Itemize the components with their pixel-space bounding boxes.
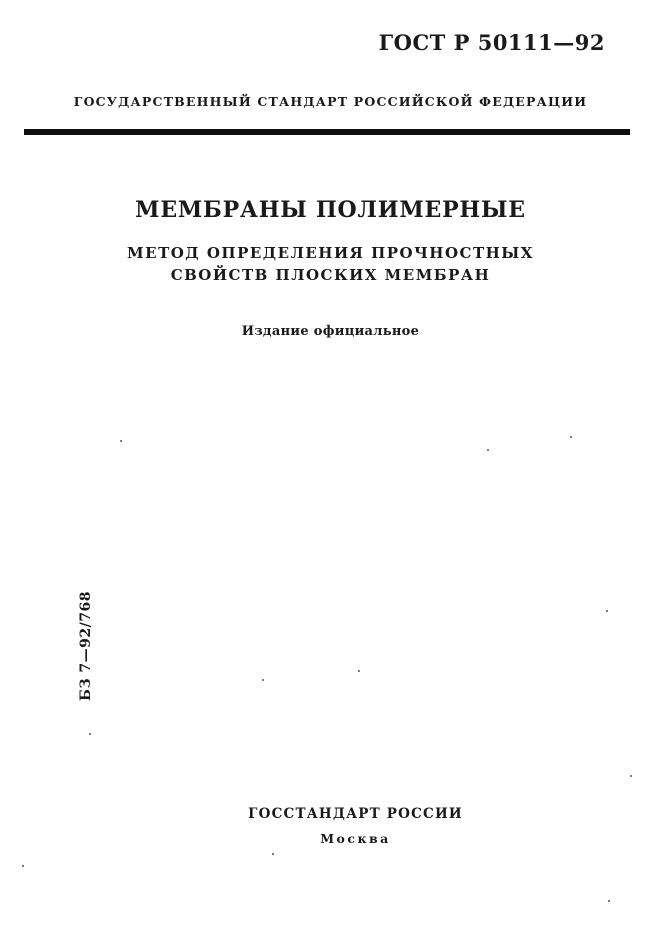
scan-speck bbox=[606, 610, 608, 612]
header-divider bbox=[24, 129, 630, 135]
page-subtitle bbox=[0, 242, 661, 286]
scan-speck bbox=[608, 900, 610, 902]
scan-speck bbox=[120, 440, 122, 442]
edition-label: Издание официальное bbox=[241, 324, 420, 339]
subtitle-line-2: СВОЙСТВ ПЛОСКИХ МЕМБРАН bbox=[170, 266, 491, 284]
document-number: ГОСТ Р 50111—92 bbox=[378, 30, 605, 55]
scan-speck bbox=[570, 436, 572, 438]
publisher-city: Москва bbox=[320, 831, 391, 846]
state-standard-heading: ГОСУДАРСТВЕННЫЙ СТАНДАРТ РОССИЙСКОЙ ФЕДЕРАЦИИ bbox=[73, 94, 588, 109]
publisher-name: ГОССТАНДАРТ РОССИИ bbox=[248, 806, 463, 822]
scan-speck bbox=[89, 733, 91, 735]
scan-speck bbox=[358, 670, 360, 672]
scan-speck bbox=[22, 865, 24, 867]
scan-speck bbox=[262, 679, 264, 681]
subtitle-line-1: МЕТОД ОПРЕДЕЛЕНИЯ ПРОЧНОСТНЫХ bbox=[127, 244, 534, 262]
scan-speck bbox=[630, 775, 632, 777]
page-title: МЕМБРАНЫ ПОЛИМЕРНЫЕ bbox=[135, 197, 526, 223]
scan-speck bbox=[487, 449, 489, 451]
side-registration-code: БЗ 7—92/768 bbox=[78, 591, 94, 701]
scan-speck bbox=[272, 853, 274, 855]
